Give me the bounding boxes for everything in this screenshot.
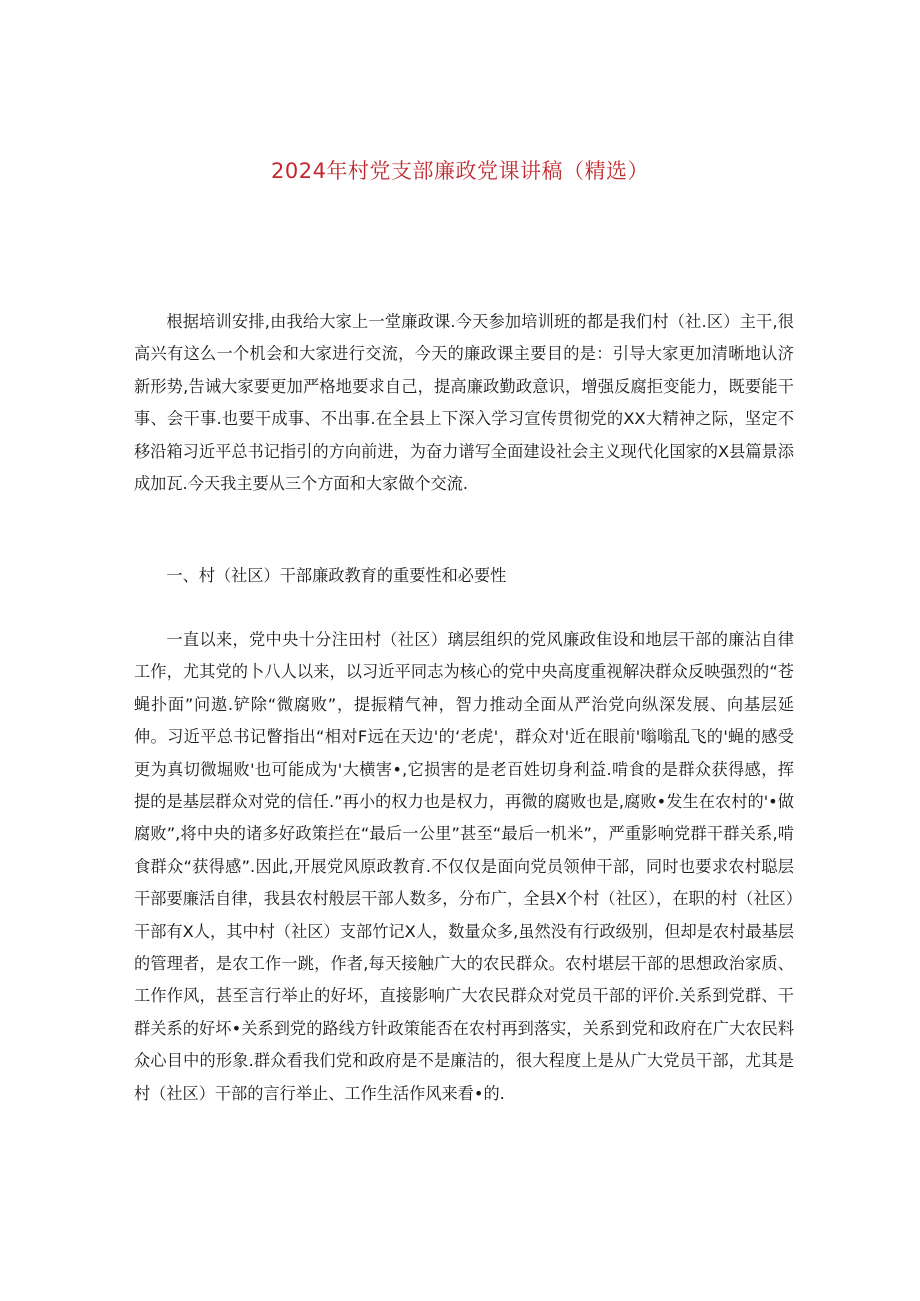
main-paragraph: 一直以来，党中央十分注田村（社区）璃层组织的党风廉政隹设和地层干部的廉沾自律工作，尤其党的卜八人以来，以习近平同志为核心的党中央高度重视解决群众反映强烈的“苍蝇扑面”问遨.铲除“微腐败”，提振精气神，智力推动全面从严治党向纵深发展、向基层延伸。习近平总书记瞥指出“相对F远在天边'的‘老虎'，群众对'近在眼前'嗡嗡乱飞的'蝇的感受更为真切微堀败'也可能成为'大横害•,它损害的是老百姓切身利益.啃食的是群众获得感，挥提的是基层群众对党的信任.”再小的权力也是权力，再微的腐败也是,腐败•发生在农村的'•做腐败”,将中央的诸多好政策拦在“最后一公里”甚至“最后一机米”，严重影响党群干群关系,啃食群众“获得感”.因此,开展党风原政教育.不仅仅是面向党员领伸干部，同时也要求农村聪层干部要廉活自律，我县农村般层干部人数多，分布广，全县X个村（社区），在职的村（社区）干部有X人，其中村（社区）支部竹记X人，数量众多,虽然没有行政级别，但却是农村最基层的管理者，是农工作一跳，作者,每天接触广大的农民群众。农村堪层干部的思想政治家质、工作作风，甚至言行举止的好坏，直接影响广大农民群众对党员干部的评价.关系到党群、干群关系的好坏•关系到党的路线方针政策能否在农村再到落实，关系到党和政府在广大农民料众心目中的形象.群众看我们党和政府是不是廉洁的，很大程度上是从广大党员干部，尤其是村（社区）干部的言行举止、工作生活作风来看•的. bbox=[134, 630, 794, 1103]
section-heading: 一、村（社区）干部廉政教育的重要性和必要性 bbox=[166, 566, 507, 585]
intro-paragraph: 根据培训安排,由我给大家上一堂廉政课.今天参加培训班的都是我们村（社.区）主干,很高兴有这么一个机会和大家进行交流，今天的廉政课主要目的是：引导大家更加清晰地认济新形势,告诫大家要更加严格地要求自己，提高廉政勤政意识，增强反腐拒变能力，既要能干事、会干事.也要干成事、不出事.在全县上下深入学习宣传贯彻党的XX大精神之际，坚定不移沿箱习近平总书记指引的方向前进，为奋力谱写全面建设社会主义现代化国家的X县篇景添成加瓦.今天我主要从三个方面和大家做个交流. bbox=[134, 312, 794, 494]
document-title: 2024年村党支部廉政党课讲稿（精选） bbox=[271, 159, 649, 183]
